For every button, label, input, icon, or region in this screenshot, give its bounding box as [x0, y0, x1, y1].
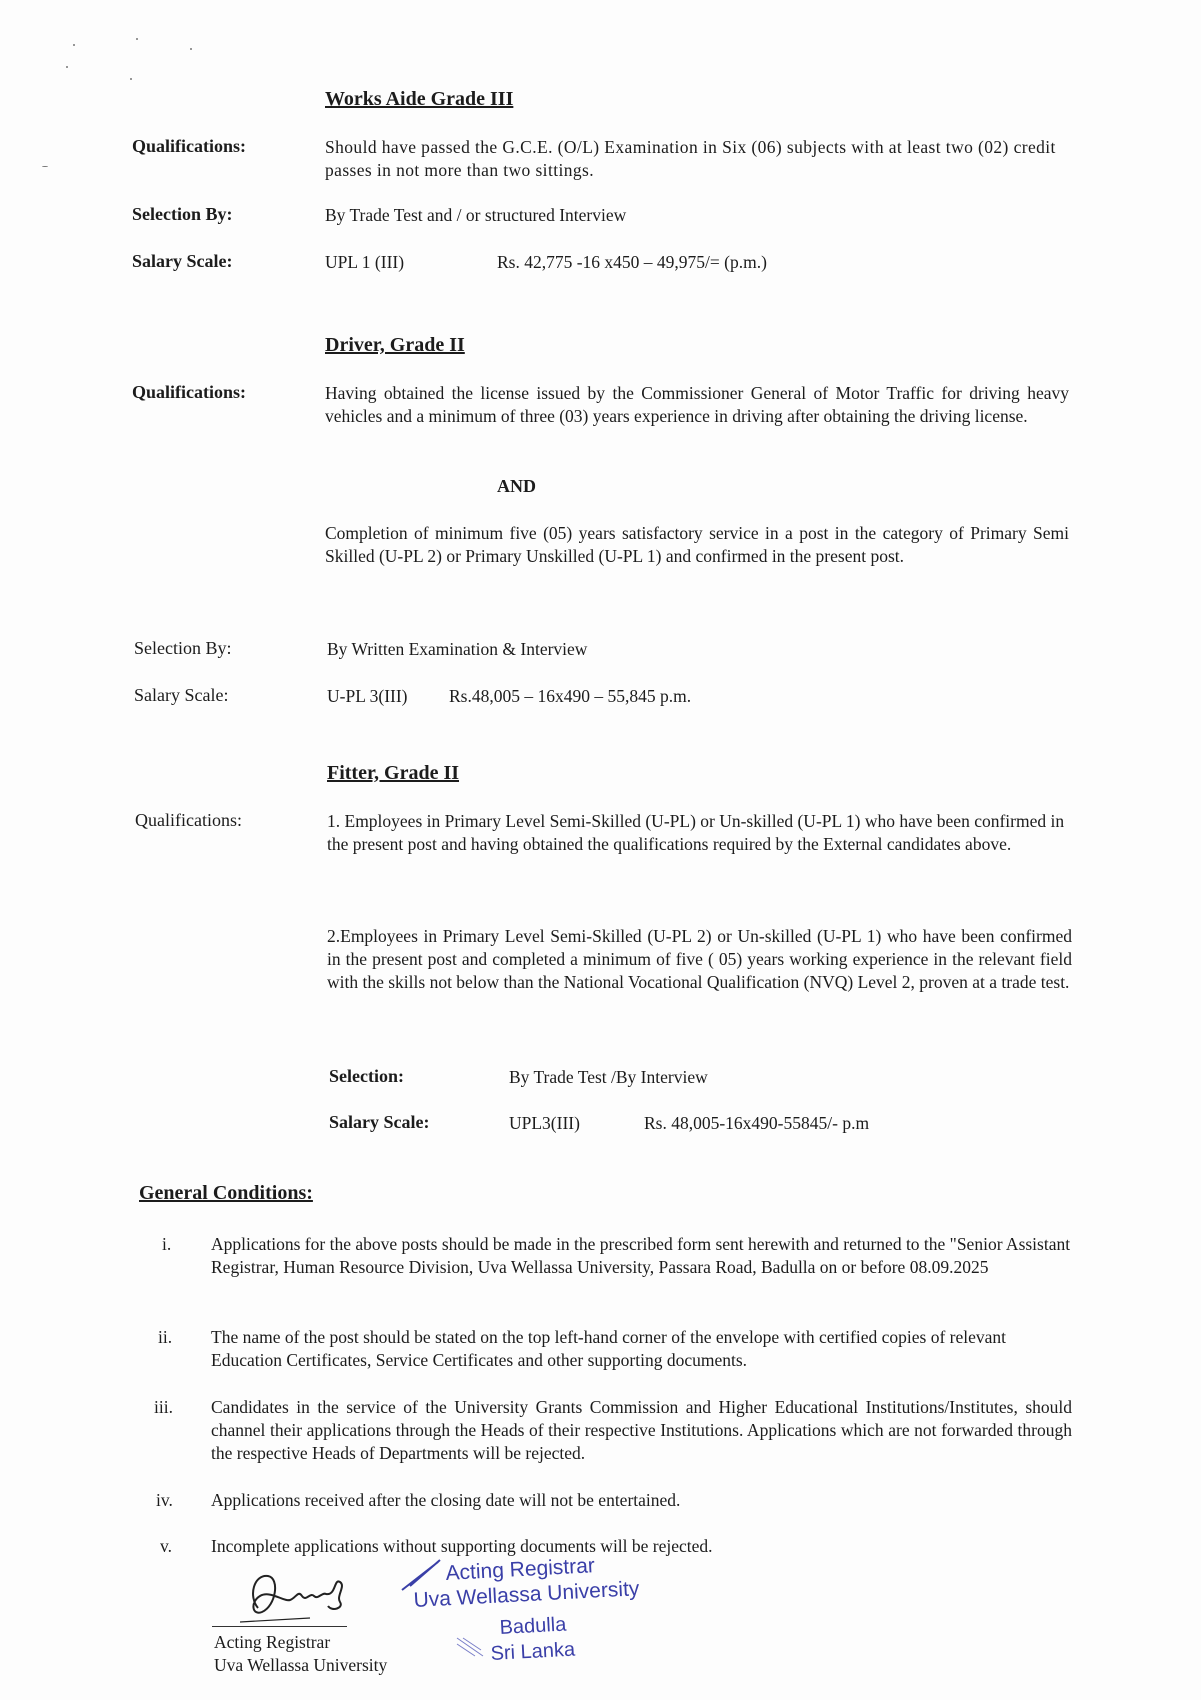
fitter-salary-value: Rs. 48,005-16x490-55845/- p.m: [644, 1113, 870, 1133]
fitter-selection: By Trade Test /By Interview: [509, 1067, 708, 1087]
stamp-mark: [398, 1556, 448, 1594]
driver-selection-label: Selection By:: [134, 638, 232, 658]
condition-number: v.: [160, 1536, 172, 1556]
driver-title: Driver, Grade II: [325, 334, 465, 356]
stamp-city: Badulla: [499, 1613, 567, 1639]
works-aide-salary-value: Rs. 42,775 -16 x450 – 49,975/= (p.m.): [497, 252, 767, 272]
works-aide-selection: By Trade Test and / or structured Interview: [325, 205, 627, 225]
signature-organization: Uva Wellassa University: [214, 1655, 388, 1675]
works-aide-salary-code: UPL 1 (III): [325, 252, 405, 272]
condition-text: Candidates in the service of the University Grants Commission and Higher Educational Institutions/Institutes, should channel their applications through the Heads of their respective Institutions. Applications which are not forwarded through the respective Heads of Departments will be rejected.: [211, 1397, 1072, 1463]
works-aide-title: Works Aide Grade III: [325, 88, 514, 110]
driver-qualification-1: Having obtained the license issued by the Commissioner General of Motor Traffic for driving heavy vehicles and a minimum of three (03) years experience in driving after obtaining the driving license.: [325, 383, 1069, 426]
signature-line: [212, 1626, 347, 1627]
fitter-title: Fitter, Grade II: [327, 762, 460, 784]
works-aide-qualifications-label: Qualifications:: [132, 136, 247, 156]
fitter-salary-code: UPL3(III): [509, 1113, 580, 1133]
condition-number: i.: [162, 1234, 172, 1254]
stamp-organization: Uva Wellassa University: [413, 1577, 640, 1612]
driver-selection: By Written Examination & Interview: [327, 639, 588, 659]
fitter-salary-label: Salary Scale:: [329, 1112, 430, 1132]
scan-speck: [42, 166, 48, 167]
condition-text: Applications for the above posts should be made in the prescribed form sent herewith and returned to the "Senior Assistant Registrar, Human Resource Division, Uva Wellassa University, Passara Road, Badulla on or before 08.09.2025: [211, 1234, 1071, 1277]
scan-speck: [66, 66, 68, 68]
condition-text: Applications received after the closing date will not be entertained.: [211, 1490, 681, 1510]
fitter-selection-label: Selection:: [329, 1066, 404, 1086]
condition-number: ii.: [158, 1327, 173, 1347]
fitter-qualification-2: 2.Employees in Primary Level Semi-Skilled (U-PL 2) or Un-skilled (U-PL 1) who have been confirmed in the present post and completed a minimum of five ( 05) years working experience in the relevant field with the skills not below than the National Vocational Qualification (NVQ) Level 2, proven at a trade test.: [327, 926, 1072, 992]
signature-title: Acting Registrar: [214, 1632, 331, 1652]
works-aide-salary-label: Salary Scale:: [132, 251, 233, 271]
condition-text: The name of the post should be stated on the top left-hand corner of the envelope with certified copies of relevant Education Certificates, Service Certificates and other supporting documents.: [211, 1327, 1007, 1370]
works-aide-selection-label: Selection By:: [132, 204, 233, 224]
scan-speck: [73, 44, 75, 46]
driver-qualification-2: Completion of minimum five (05) years satisfactory service in a post in the category of Primary Semi Skilled (U-PL 2) or Primary Unskilled (U-PL 1) and confirmed in the present post.: [325, 523, 1069, 566]
general-conditions-title: General Conditions:: [139, 1182, 313, 1204]
scan-speck: [136, 38, 138, 40]
scan-speck: [190, 48, 192, 50]
stamp-hatch: [455, 1636, 485, 1658]
condition-text: Incomplete applications without supporting documents will be rejected.: [211, 1536, 713, 1556]
driver-salary-code: U-PL 3(III): [327, 686, 408, 706]
fitter-qualification-1: 1. Employees in Primary Level Semi-Skilled (U-PL) or Un-skilled (U-PL 1) who have been confirmed in the present post and having obtained the qualifications required by the External candidates above.: [327, 811, 1065, 854]
driver-salary-label: Salary Scale:: [134, 685, 229, 705]
stamp-title: Acting Registrar: [445, 1554, 596, 1585]
condition-number: iv.: [156, 1490, 173, 1510]
scan-speck: [130, 78, 132, 80]
driver-salary-value: Rs.48,005 – 16x490 – 55,845 p.m.: [449, 686, 692, 706]
stamp-country: Sri Lanka: [490, 1638, 576, 1665]
driver-and: AND: [497, 476, 536, 496]
works-aide-qualifications: Should have passed the G.C.E. (O/L) Examination in Six (06) subjects with at least two (02) credit passes in not more than two sittings.: [325, 137, 1056, 180]
driver-qualifications-label: Qualifications:: [132, 382, 247, 402]
condition-number: iii.: [154, 1397, 173, 1417]
fitter-qualifications-label: Qualifications:: [135, 810, 242, 830]
